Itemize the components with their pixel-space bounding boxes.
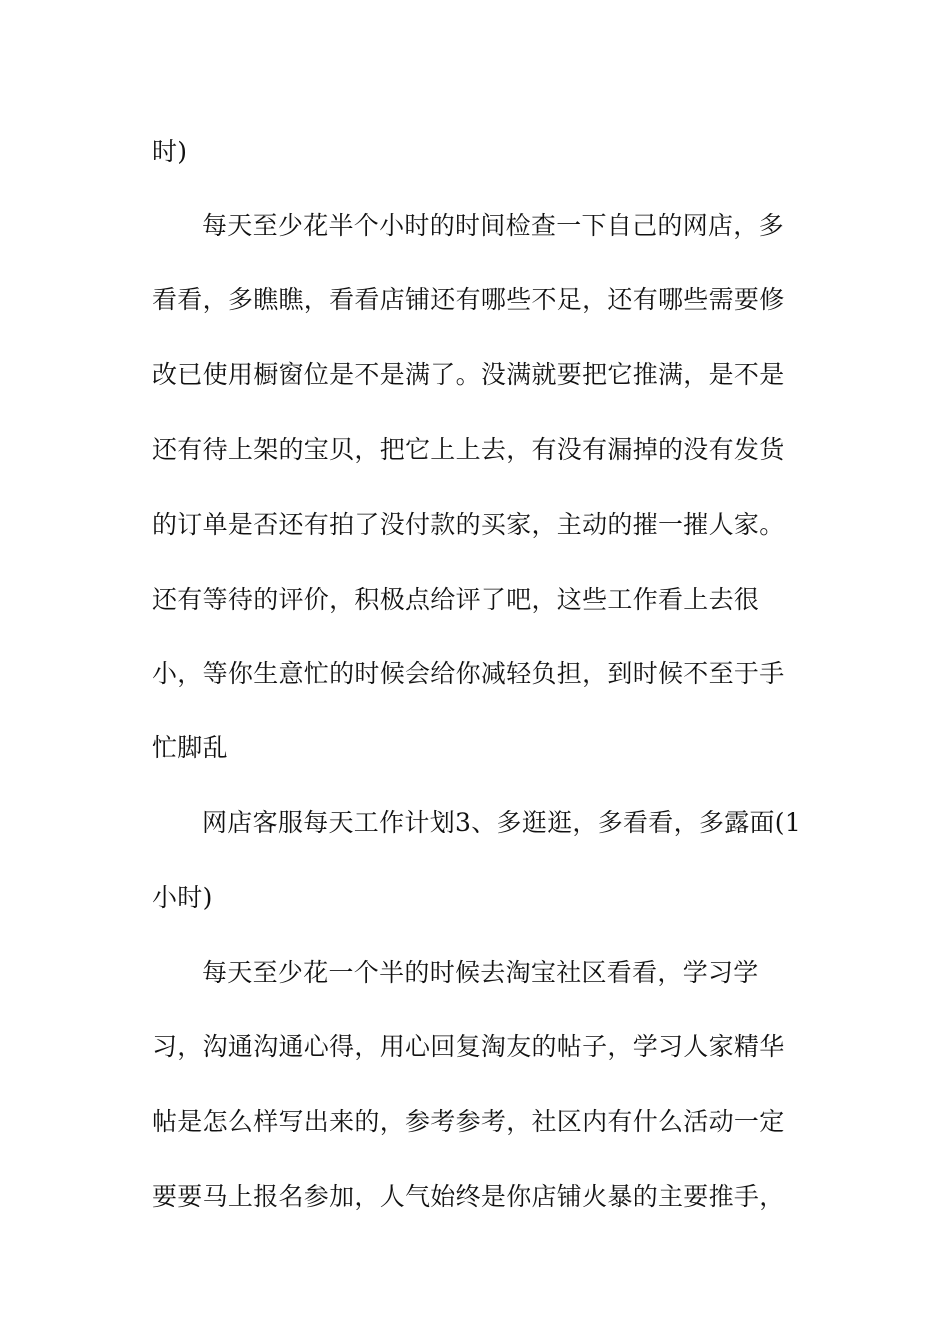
text-line: 帖是怎么样写出来的，参考参考，社区内有什么活动一定 (152, 1107, 785, 1136)
paragraph-first-line: 每天至少花半个小时的时间检查一下自己的网店，多 (202, 211, 784, 240)
text-line: 忙脚乱 (152, 733, 228, 762)
section-heading-line: 网店客服每天工作计划3、多逛逛，多看看，多露面(1 (202, 808, 802, 837)
text-line: 的订单是否还有拍了没付款的买家，主动的摧一摧人家。 (152, 510, 785, 539)
text-line: 还有等待的评价，积极点给评了吧，这些工作看上去很 (152, 585, 760, 614)
text-line: 时) (152, 137, 188, 166)
text-line: 看看，多瞧瞧，看看店铺还有哪些不足，还有哪些需要修 (152, 285, 785, 314)
text-line: 还有待上架的宝贝，把它上上去，有没有漏掉的没有发货 (152, 435, 785, 464)
text-line: 要要马上报名参加，人气始终是你店铺火暴的主要推手， (152, 1182, 785, 1211)
text-line: 习，沟通沟通心得，用心回复淘友的帖子，学习人家精华 (152, 1032, 785, 1061)
text-line: 小时) (152, 883, 213, 912)
text-line: 小，等你生意忙的时候会给你减轻负担，到时候不至于手 (152, 659, 785, 688)
text-line: 改已使用橱窗位是不是满了。没满就要把它推满，是不是 (152, 360, 785, 389)
paragraph-first-line: 每天至少花一个半的时候去淘宝社区看看，学习学 (202, 958, 759, 987)
